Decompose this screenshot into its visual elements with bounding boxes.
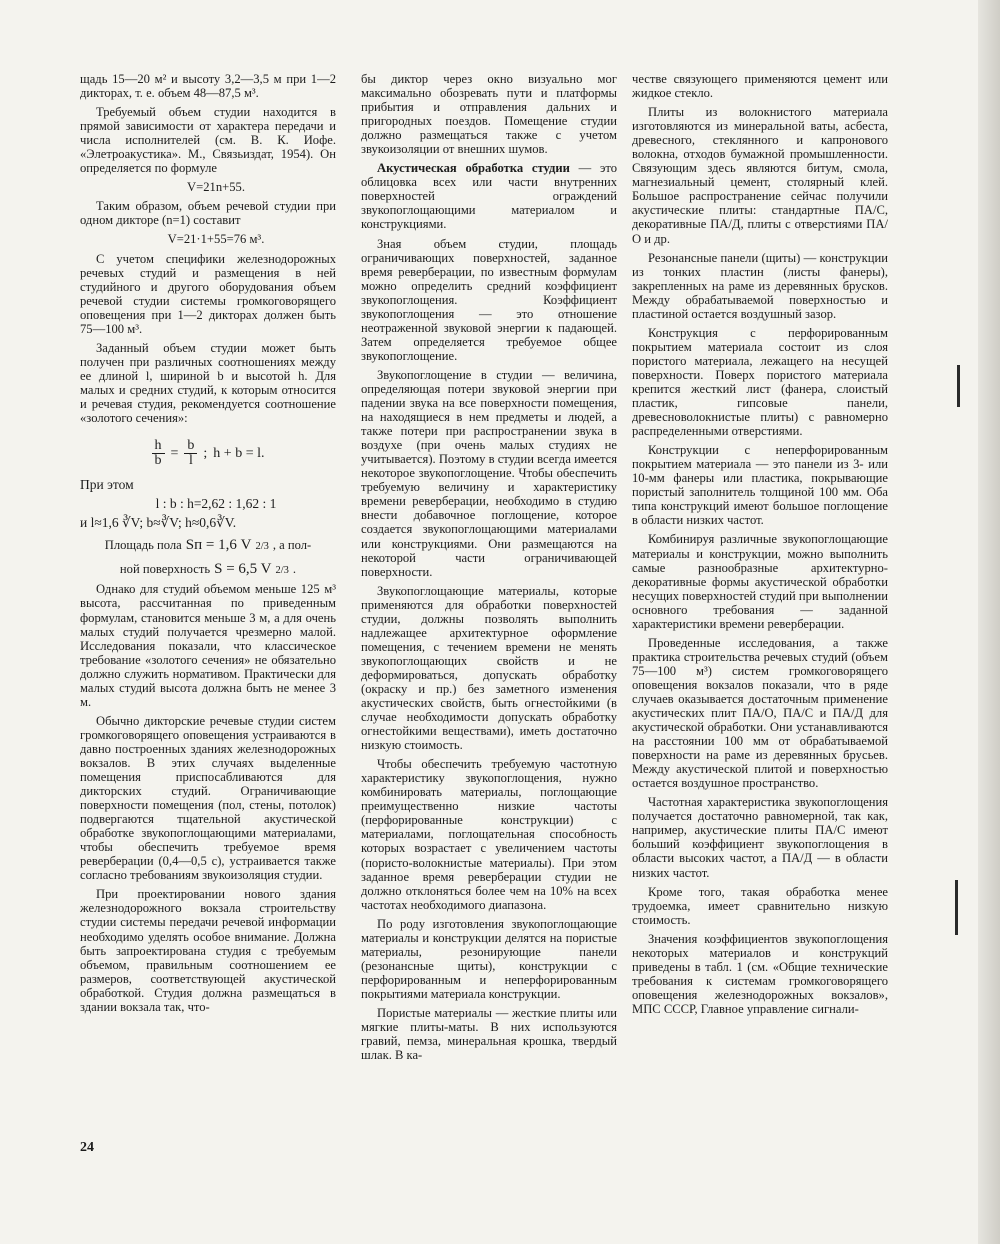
paragraph: Частотная характеристика звукопоглощения получается достаточно равномерной, так как, например, акустические плиты ПА/С имеют больший коэффициент звукопоглощения в области высоких частот, а ПА/Д — в области низких частот. [632, 795, 888, 880]
ratio-line: l : b : h=2,62 : 1,62 : 1 [155, 496, 277, 512]
margin-mark [957, 365, 960, 407]
paragraph: По роду изготовления звукопоглощающие материалы и конструкции делятся на пористые материалы, резонирующие панели (резонансные щиты), конструкции с перфорированным и неперфорированным покрытиями материала конструкции. [361, 916, 617, 1001]
floor-area-formula: Площадь пола Sп = 1,6 V 2/3 , а пол- [104, 537, 312, 554]
formula-volume: V=21n+55. [187, 180, 245, 195]
paragraph: Плиты из волокнистого материала изготовляются из минеральной ваты, асбеста, древесного, стеклянного и капронового волокна, отходов бумажной промышленности. Связующим здесь являются битум, смола, магнезиальный цемент, столярный клей. Большое распространение сейчас получили акустические плиты: стандартные ПА/С, декоративные ПА/Д, плиты с отверстиями ПА/О и др. [632, 105, 888, 246]
paragraph: Звукопоглощение в студии — величина, определяющая потери звуковой энергии при падении звука на все поверхности помещения, на находящиеся в нем предметы и людей, а также потери при распространении звука в воздухе (при очень малых студиях не учитывается). Поэтому в студии всегда имеется некоторое звукопоглощение. Чтобы обеспечить требуемую величину и характеристику времени реверберации, необходимо в студию внести добавочное поглощение, которое создается звукопоглощающими материалами или конструкциями. Они размещаются на некоторой части ограничивающей поверхности. [361, 367, 617, 579]
text-column-3 [632, 72, 888, 1021]
sum-formula: h + b = l. [213, 445, 265, 461]
paragraph: Требуемый объем студии находится в прямой зависимости от характера передачи и числа исполнителей (см. В. К. Иофе. «Элетроакустика». М., Связьиздат, 1954). Он определяется по формуле [80, 105, 336, 176]
fraction-h-b: $\frac{h}{b}$ [152, 439, 165, 468]
paragraph-definition: Акустическая обработка студии — это облицовка всех или части внутренних поверхностей ограждений звукопоглощающими материалом и конструкциями. [361, 161, 617, 232]
golden-ratio-formula: $\frac{h}{b}$ = $\frac{b}{l}$ ; h + b = l. [80, 439, 336, 468]
paragraph: С учетом специфики железнодорожных речевых студий и размещения в ней студийного и другого оборудования объем речевой студии системы громкоговорящего оповещения при 1—2 дикторах должен быть 75—100 м³. [80, 251, 336, 336]
page-number: 24 [80, 1140, 94, 1155]
paragraph: Конструкция с перфорированным покрытием материала состоит из слоя пористого материала, лежащего на несущей поверхности. Поверх пористого материала крепится жесткий лист (фанера, слоистый пластик, гипсовые панели, древесноволокнистые плиты) с равномерно распределенными отверстиями. [632, 325, 888, 439]
fraction-b-l: $\frac{b}{l}$ [184, 439, 197, 468]
paragraph: Конструкции с неперфорированным покрытием материала — это панели из 3- или 10-мм фанеры или пластика, покрывающие пористый заполнитель толщиной 100 мм. Оба типа конструкций имеют большое поглощение в области низких частот. [632, 443, 888, 528]
margin-mark [955, 880, 958, 935]
paragraph: Кроме того, такая обработка менее трудоемка, имеет сравнительно низкую стоимость. [632, 884, 888, 927]
paragraph: Звукопоглощающие материалы, которые применяются для обработки поверхностей студии, должны позволять выполнить надлежащее архитектурное оформление помещения, с течением времени не менять звукопоглощающих свойств и не деформироваться, допускать обработку (окраску и пр.) без заметного изменения акустических свойств, быть огнестойкими (в случае необходимости допускать обработку огнестойкими веществами), иметь достаточно низкую стоимость. [361, 583, 617, 753]
paragraph: Зная объем студии, площадь ограничивающих поверхностей, заданное время реверберации, по известным формулам можно определить средний коэффициент звукопоглощения. Коэффициент звукопоглощения — это отношение неотраженной звуковой энергии к падающей. Затем определяется требуемое общее звукопоглощение. [361, 236, 617, 363]
paragraph: Обычно дикторские речевые студии систем громкоговорящего оповещения устраиваются в давно построенных зданиях железнодорожных вокзалов. В этих случаях выделенные помещения приспосабливаются для дикторских студий. Ограничивающие поверхности помещения (пол, стены, потолок) подвергаются тщательной акустической обработке звукопоглощающими материалами, чтобы обеспечить требуемое время реверберации (0,4—0,5 с), устраивается также согласно требованиям звукоизоляция студии. [80, 713, 336, 883]
paragraph: Резонансные панели (щиты) — конструкции из тонких пластин (листы фанеры), закрепленных на раме из деревянных брусков. Между обрабатываемой поверхностью и пластиной остается воздушный зазор. [632, 250, 888, 321]
paragraph: бы диктор через окно визуально мог максимально обозревать пути и платформы прибытия и отправления дальних и пригородных поездов. Помещение студии должно размещаться также с учетом звукоизоляции от внешних шумов. [361, 72, 617, 157]
approx-line: и l≈1,6 ∛V; b≈∛V; h≈0,6∛V. [80, 515, 237, 531]
paragraph: Заданный объем студии может быть получен при различных соотношениях между ее длиной l, шириной b и высотой h. Для малых и средних студий, к которым относится и речевая студия, рекомендуется соотношение «золотого сечения»: [80, 340, 336, 426]
paragraph: При проектировании нового здания железнодорожного вокзала строительству студии системы передачи речевой информации необходимо уделять особое внимание. Должна быть запроектирована студия с требуемым объемом, правильным соотношением ее размеров, соответствующей акустической обработкой. Студия должна размещаться в здании вокзала так, что- [80, 887, 336, 1014]
paragraph: Таким образом, объем речевой студии при одном дикторе (n=1) составит [80, 199, 336, 228]
paragraph: Проведенные исследования, а также практика строительства речевых студий (объем 75—100 м³) систем громкоговорящего оповещения вокзалов показали, что в ряде случаев оказывается достаточным применение акустических плит ПА/О, ПА/С и ПА/Д для акустической обработки. Они устанавливаются на расстоянии 100 мм от обрабатываемой поверхности на раме из деревянных брусьев. Между акустической плитой и поверхностью остается воздушное пространство. [632, 635, 888, 791]
paragraph: Пористые материалы — жесткие плиты или мягкие плиты-маты. В них используются гравий, пемза, минеральная крошка, твердый шлак. В ка- [361, 1006, 617, 1063]
paragraph: Однако для студий объемом меньше 125 м³ высота, рассчитанная по приведенным формулам, становится меньше 3 м, а для очень малых студий получается чрезмерно малой. Исследования показали, что классическое требование «золотого сечения» не обязательно должно служить нормативом. Практически для малых студий высота должна быть не менее 3 м. [80, 582, 336, 709]
paragraph: Значения коэффициентов звукопоглощения некоторых материалов и конструкций приведены в табл. 1 (см. «Общие технические требования к системам громкоговорящего оповещения железнодорожных вокзалов», МПС СССР, Главное управление сигнали- [632, 931, 888, 1016]
paragraph: честве связующего применяются цемент или жидкое стекло. [632, 72, 888, 101]
paragraph: щадь 15—20 м² и высоту 3,2—3,5 м при 1—2 дикторах, т. е. объем 48—87,5 м³. [80, 72, 336, 101]
at-this-label: При этом [80, 477, 134, 493]
paragraph: Комбинируя различные звукопоглощающие материалы и конструкции, можно выполнить самые разнообразные архитектурно-декоративные формы акустической обработки несущих поверхностей студий при выполнении основного требования — заданной характеристики времени реверберации. [632, 532, 888, 631]
paragraph: Чтобы обеспечить требуемую частотную характеристику звукопоглощения, нужно комбинировать материалы, поглощающие преимущественно низкие частоты (перфорированные конструкции) с материалами, поглощательная способность которых возрастает с увеличением частоты (пористо-волокнистые материалы). При этом заданное время реверберации студии не должно отклоняться более чем на 10% на всех частотах необходимого диапазона. [361, 757, 617, 912]
text-column-1 [80, 72, 336, 1019]
term-bold: Акустическая обработка студии [377, 161, 570, 176]
page-edge-shadow [978, 0, 1000, 1244]
text-column-2 [361, 72, 617, 1067]
formula-volume-result: V=21·1+55=76 м³. [167, 232, 265, 247]
surface-area-formula: ной поверхность S = 6,5 V 2/3 . [119, 561, 297, 578]
